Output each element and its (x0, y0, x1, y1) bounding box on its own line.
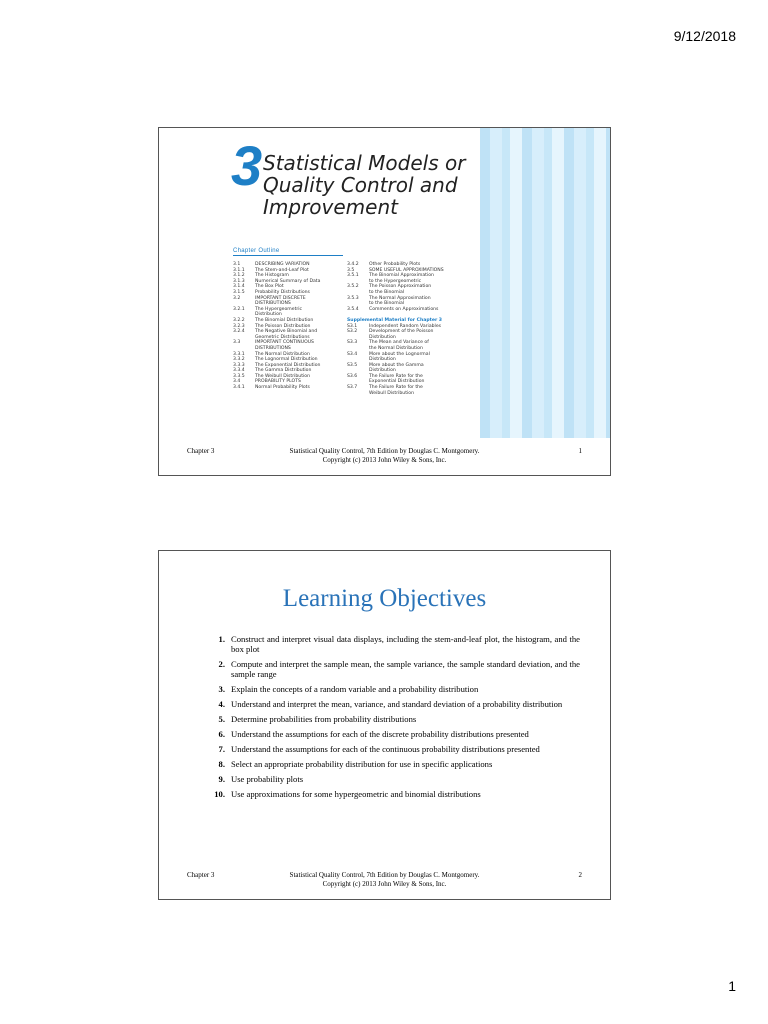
outline-section-number: 3.4.1 (233, 385, 245, 391)
outline-section-title: DISTRIBUTIONS (255, 345, 291, 351)
objective-text: Use probability plots (231, 774, 304, 784)
footer-line: Copyright (c) 2013 John Wiley & Sons, Inc. (322, 880, 447, 888)
outline-section-title: The Normal Distribution (255, 351, 310, 357)
outline-right-column (347, 262, 444, 396)
footer-line: Statistical Quality Control, 7th Edition by Douglas C. Montgomery. (289, 447, 480, 455)
outline-section-title: to the Hypergeometric (369, 278, 422, 284)
objective-item (203, 759, 580, 769)
outline-section-title: IMPORTANT DISCRETE (255, 295, 306, 301)
footer-citation (279, 447, 490, 465)
objective-text: Use approximations for some hypergeometric and binomial distributions (231, 789, 481, 799)
outline-heading: Chapter Outline (233, 248, 343, 256)
outline-section-title: DESCRIBING VARIATION (255, 262, 310, 267)
outline-section-title: SOME USEFUL APPROXIMATIONS (369, 267, 444, 273)
outline-section-title: The Hypergeometric (255, 306, 303, 312)
footer-slide-number: 1 (578, 447, 582, 455)
outline-section-number: 3.1.3 (233, 278, 245, 284)
outline-section-number: 3.5.2 (347, 284, 359, 290)
slide-learning-objectives (158, 550, 611, 900)
slide-footer (159, 867, 610, 899)
outline-section-number: 3.3.4 (233, 368, 245, 374)
outline-section-title: The Histogram (255, 273, 289, 279)
outline-section-title: The Box Plot (255, 284, 284, 290)
outline-section-number: S3.1 (347, 323, 358, 329)
outline-section-title: Independent Random Variables (369, 323, 442, 329)
outline-section-title: The Binomial Approximation (369, 273, 434, 279)
outline-section-number: S3.4 (347, 351, 358, 357)
objective-item (203, 729, 580, 739)
outline-section-title: Distribution (255, 312, 282, 318)
footer-slide-number: 2 (578, 871, 582, 879)
outline-section-title: Comments on Approximations (369, 306, 439, 312)
outline-section-title: The Lognormal Distribution (255, 357, 318, 363)
page-number: 1 (728, 978, 736, 994)
outline-section-title: IMPORTANT CONTINUOUS (255, 340, 314, 346)
objective-item (203, 684, 580, 694)
outline-section-number: 3.5 (347, 267, 355, 273)
outline-section-title: Distribution (369, 334, 396, 340)
slide-footer (159, 443, 610, 475)
objective-text: Understand the assumptions for each of the continuous probability distributions presented (231, 744, 540, 754)
outline-section-number: 3.1.4 (233, 284, 245, 290)
outline-section-number: 3.3.1 (233, 351, 245, 357)
outline-section-number: 3.1.5 (233, 289, 245, 295)
objective-item (203, 714, 580, 724)
chapter-number: 3 (231, 134, 263, 197)
outline-section-number: 3.1.2 (233, 273, 245, 279)
outline-section-number: 3.5.3 (347, 295, 359, 301)
outline-section-title: to the Binomial (369, 289, 405, 295)
decorative-stripes (480, 128, 610, 438)
outline-section-title: the Normal Distribution (369, 345, 423, 351)
objective-item (203, 699, 580, 709)
footer-citation (279, 871, 490, 889)
outline-section-title: Numerical Summary of Data (255, 278, 321, 284)
outline-section-title: The Binomial Distribution (255, 317, 314, 323)
objective-text: Determine probabilities from probability distributions (231, 714, 417, 724)
print-date: 9/12/2018 (673, 28, 736, 44)
objective-number: 4. (218, 699, 225, 709)
outline-section-number: 3.2.1 (233, 306, 245, 312)
objective-text: Construct and interpret visual data displays, including the stem-and-leaf plot, the histogram, and the box plot (231, 634, 580, 654)
objective-number: 1. (218, 634, 225, 644)
outline-section-number: 3.2.3 (233, 323, 245, 329)
outline-section-number: S3.7 (347, 385, 358, 391)
objective-item (203, 659, 580, 679)
outline-section-title: The Mean and Variance of (369, 340, 429, 346)
outline-section-title: The Negative Binomial and (255, 329, 318, 335)
outline-section-title: DISTRIBUTIONS (255, 301, 291, 307)
chapter-title-line: Quality Control and (263, 173, 458, 197)
objective-item (203, 744, 580, 754)
outline-section-title: Normal Probability Plots (255, 385, 310, 391)
outline-section-title: The Failure Rate for the (369, 385, 423, 391)
objective-text: Understand the assumptions for each of the discrete probability distributions presented (231, 729, 529, 739)
outline-section-number: 3.1 (233, 262, 241, 267)
footer-line: Statistical Quality Control, 7th Edition by Douglas C. Montgomery. (289, 871, 480, 879)
outline-section-title: The Stem-and-Leaf Plot (255, 267, 309, 273)
objective-number: 8. (218, 759, 225, 769)
supplemental-heading: Supplemental Material for Chapter 3 (347, 317, 443, 323)
outline-section-title: The Normal Approximation (369, 295, 431, 301)
outline-section-number: 3.4 (233, 379, 241, 385)
chapter-title-line: Statistical Models or (263, 151, 466, 175)
outline-section-title: The Poisson Approximation (369, 284, 432, 290)
objective-item (203, 774, 580, 784)
outline-section-title: The Weibull Distribution (255, 373, 311, 379)
objective-item (203, 634, 580, 654)
footer-chapter: Chapter 3 (187, 871, 215, 879)
outline-section-title: PROBABILITY PLOTS (255, 379, 301, 385)
footer-chapter: Chapter 3 (187, 447, 215, 455)
outline-section-number: S3.5 (347, 362, 358, 368)
objective-number: 5. (218, 714, 225, 724)
objective-number: 2. (218, 659, 225, 669)
outline-section-title: Other Probability Plots (369, 262, 421, 267)
objective-number: 6. (218, 729, 225, 739)
outline-section-number: S3.6 (347, 373, 358, 379)
outline-section-number: 3.3.5 (233, 373, 245, 379)
objectives-list (203, 634, 580, 804)
outline-section-number: 3.3 (233, 340, 241, 346)
outline-section-title: The Failure Rate for the (369, 373, 423, 379)
outline-section-title: The Exponential Distribution (255, 362, 321, 368)
outline-section-title: The Gamma Distribution (255, 368, 312, 374)
chapter-title (263, 152, 465, 218)
objective-text: Explain the concepts of a random variable and a probability distribution (231, 684, 479, 694)
outline-section-title: Weibull Distribution (369, 390, 415, 396)
objective-text: Select an appropriate probability distribution for use in specific applications (231, 759, 493, 769)
footer-line: Copyright (c) 2013 John Wiley & Sons, Inc. (322, 456, 447, 464)
outline-section-title: More about the Gamma (369, 362, 424, 368)
outline-section-number: 3.2.2 (233, 317, 245, 323)
objective-text: Understand and interpret the mean, variance, and standard deviation of a probability distribution (231, 699, 563, 709)
objective-text: Compute and interpret the sample mean, the sample variance, the sample standard deviation, and the sample range (231, 659, 580, 679)
chapter-title-line: Improvement (263, 195, 398, 219)
outline-section-number: 3.4.2 (347, 262, 359, 267)
outline-section-title: Distribution (369, 357, 396, 363)
outline-section-title: to the Binomial (369, 301, 405, 307)
objective-item (203, 789, 580, 799)
outline-section-number: 3.3.3 (233, 362, 245, 368)
outline-section-number: 3.5.1 (347, 273, 359, 279)
outline-section-number: S3.2 (347, 329, 358, 335)
outline-left-column (233, 262, 320, 391)
outline-section-number: 3.2.4 (233, 329, 245, 335)
outline-section-number: 3.2 (233, 295, 241, 301)
outline-section-title: Distribution (369, 368, 396, 374)
objective-number: 9. (218, 774, 225, 784)
outline-section-title: Exponential Distribution (369, 379, 425, 385)
slide-title: Learning Objectives (282, 585, 487, 612)
slide-chapter-title (158, 127, 611, 476)
outline-section-number: S3.3 (347, 340, 358, 346)
objective-number: 3. (218, 684, 225, 694)
outline-section-number (347, 391, 369, 397)
outline-section-number: 3.5.4 (347, 306, 359, 312)
outline-section-number: 3.1.1 (233, 267, 245, 273)
outline-section-number: 3.3.2 (233, 357, 245, 363)
objective-number: 10. (214, 789, 225, 799)
outline-section-title: Geometric Distributions (255, 334, 310, 340)
outline-entry (233, 385, 320, 391)
outline-entry (347, 391, 444, 397)
objective-number: 7. (218, 744, 225, 754)
outline-section-title: More about the Lognormal (369, 351, 430, 357)
outline-section-title: Development of the Poisson (369, 329, 434, 335)
outline-section-title: The Poisson Distribution (255, 323, 311, 329)
outline-section-title: Probability Distributions (255, 289, 310, 295)
